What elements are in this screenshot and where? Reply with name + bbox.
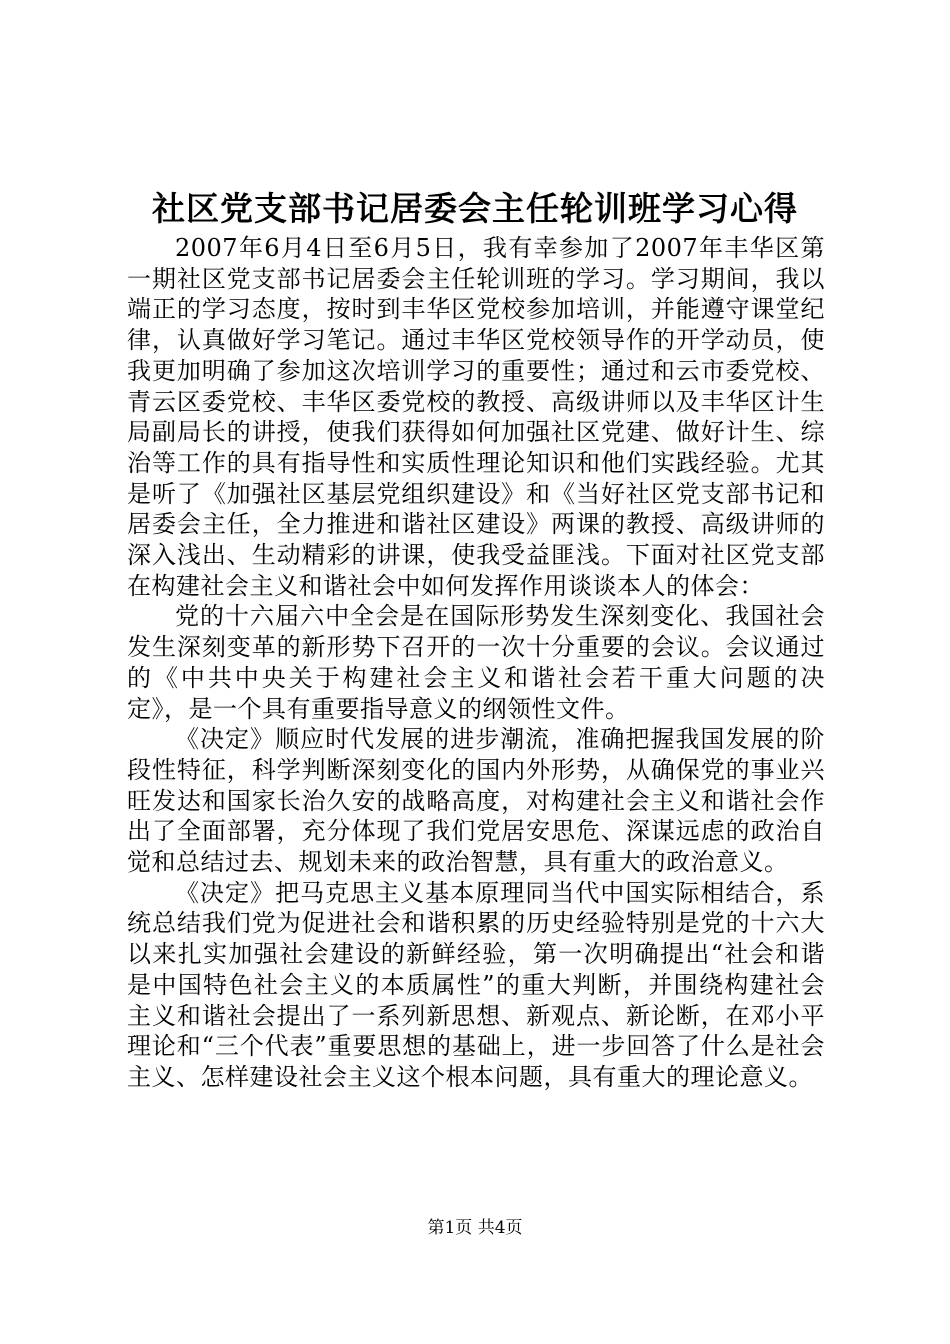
document-title: 社区党支部书记居委会主任轮训班学习心得 — [152, 189, 798, 228]
page-number-footer: 第1页 共4页 — [427, 1218, 523, 1238]
paragraph-4: 《决定》把马克思主义基本原理同当代中国实际相结合，系统总结我们党为促进社会和谐积累的历史经验特别是党的十六大以来扎实加强社会建设的新鲜经验，第一次明确提出“社会和谐是中国特色社会主义的本质属性”的重大判断，并围绕构建社会主义和谐社会提出了一系列新思想、新观点、新论断，在邓小平理论和“三个代表”重要思想的基础上，进一步回答了什么是社会主义、怎样建设社会主义这个根本问题，具有重大的理论意义。 — [127, 878, 825, 1091]
paragraph-2: 党的十六届六中全会是在国际形势发生深刻变化、我国社会发生深刻变革的新形势下召开的一次十分重要的会议。会议通过的《中共中央关于构建社会主义和谐社会若干重大问题的决定》，是一个具有重要指导意义的纲领性文件。 — [127, 602, 825, 723]
paragraph-1: 2007年6月4日至6月5日，我有幸参加了2007年丰华区第一期社区党支部书记居委会主任轮训班的学习。学习期间，我以端正的学习态度，按时到丰华区党校参加培训，并能遵守课堂纪律，认真做好学习笔记。通过丰华区党校领导作的开学动员，使我更加明确了参加这次培训学习的重要性；通过和云市委党校、青云区委党校、丰华区委党校的教授、高级讲师以及丰华区计生局副局长的讲授，使我们获得如何加强社区党建、做好计生、综治等工作的具有指导性和实质性理论知识和他们实践经验。尤其是听了《加强社区基层党组织建设》和《当好社区党支部书记和居委会主任，全力推进和谐社区建设》两课的教授、高级讲师的深入浅出、生动精彩的讲课，使我受益匪浅。下面对社区党支部在构建社会主义和谐社会中如何发挥作用谈谈本人的体会： — [127, 234, 825, 600]
document-body — [127, 233, 825, 1093]
paragraph-3: 《决定》顺应时代发展的进步潮流，准确把握我国发展的阶段性特征，科学判断深刻变化的国内外形势，从确保党的事业兴旺发达和国家长治久安的战略高度，对构建社会主义和谐社会作出了全面部署，充分体现了我们党居安思危、深谋远虑的政治自觉和总结过去、规划未来的政治智慧，具有重大的政治意义。 — [127, 725, 825, 877]
